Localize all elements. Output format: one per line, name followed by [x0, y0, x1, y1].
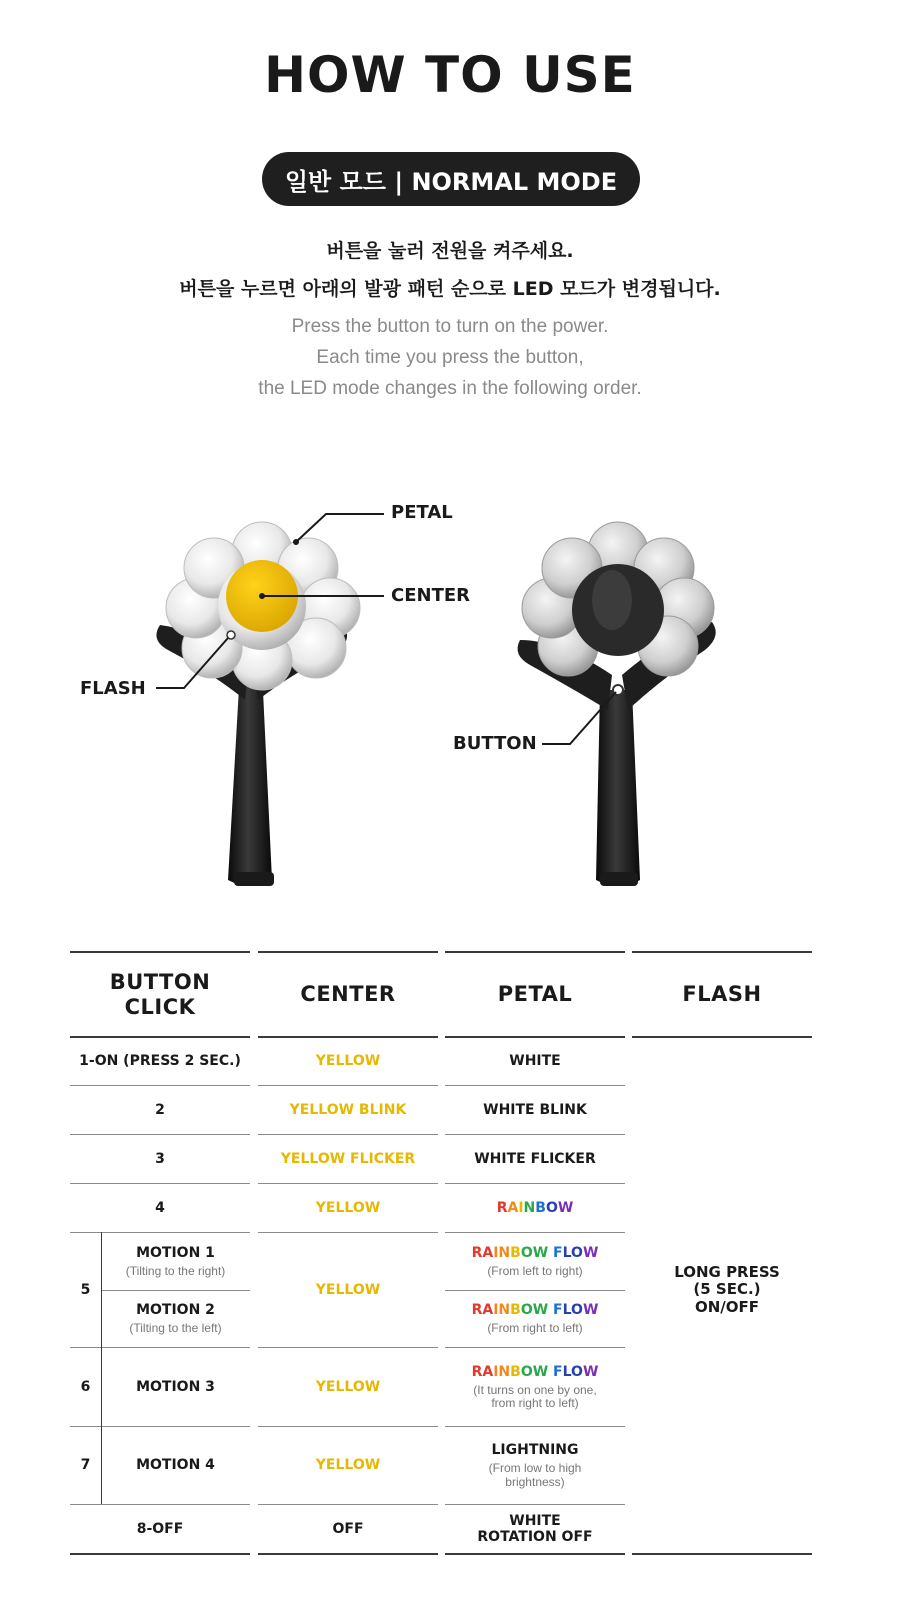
- instruction-ko-2: 버튼을 누르면 아래의 발광 패턴 순으로 LED 모드가 변경됩니다.: [179, 278, 721, 300]
- instruction-en-3: the LED mode changes in the following order.: [258, 378, 642, 399]
- header-button-click: BUTTON CLICK: [109, 970, 211, 1019]
- row8-center: OFF: [332, 1520, 364, 1537]
- motion1-sub: (Tilting to the right): [125, 1263, 226, 1278]
- instruction-en-2: Each time you press the button,: [316, 347, 584, 368]
- page-title: HOW TO USE: [264, 46, 636, 104]
- row5a-petal: [445, 1233, 625, 1290]
- row8-click: 8-OFF: [136, 1520, 184, 1537]
- rainbow-flow-text: RAINBOW FLOW: [471, 1302, 599, 1319]
- rainbow-flow-text: RAINBOW FLOW: [471, 1244, 599, 1261]
- callout-petal: PETAL: [391, 502, 453, 523]
- row4-petal: [445, 1184, 625, 1232]
- header-flash: FLASH: [682, 982, 762, 1007]
- row5b-petal-sub: (From right to left): [487, 1321, 583, 1336]
- motion2-sub: (Tilting to the left): [129, 1321, 222, 1336]
- row7-center: YELLOW: [315, 1457, 381, 1474]
- callout-flash: FLASH: [80, 678, 146, 699]
- row7-click: MOTION 4: [136, 1457, 215, 1474]
- flash-light: [227, 631, 235, 639]
- row2-center: YELLOW BLINK: [289, 1101, 407, 1118]
- row6-petal: [445, 1348, 625, 1426]
- row3-click: 3: [155, 1150, 165, 1167]
- row8-petal: WHITE ROTATION OFF: [477, 1512, 593, 1545]
- row1-center: YELLOW: [315, 1052, 381, 1069]
- row5-number: 5: [80, 1281, 91, 1298]
- row6-petal-sub: (It turns on one by one, from right to left): [473, 1382, 597, 1411]
- flash-cell: LONG PRESS (5 SEC.) ON/OFF: [674, 1263, 780, 1316]
- row4-center: YELLOW: [315, 1199, 381, 1216]
- rainbow-flow-text: RAINBOW FLOW: [471, 1363, 599, 1380]
- rainbow-text: RAINBOW: [496, 1199, 574, 1216]
- instruction-ko-1: 버튼을 눌러 전원을 켜주세요.: [326, 240, 574, 262]
- back-lightstick: [518, 522, 716, 886]
- mode-badge: 일반 모드 | NORMAL MODE: [262, 152, 640, 206]
- lightstick-diagram: [0, 500, 900, 920]
- row3-center: YELLOW FLICKER: [280, 1150, 416, 1167]
- row5b-click: [101, 1291, 250, 1347]
- row7-petal-sub: (From low to high brightness): [488, 1461, 582, 1489]
- motion1-label: MOTION 1: [136, 1244, 215, 1261]
- row3-petal: WHITE FLICKER: [474, 1150, 596, 1167]
- lightning-label: LIGHTNING: [491, 1442, 579, 1459]
- row6-click: MOTION 3: [136, 1378, 215, 1395]
- header-center: CENTER: [300, 982, 396, 1007]
- row1-click: 1-ON (PRESS 2 SEC.): [79, 1052, 241, 1069]
- motion2-label: MOTION 2: [136, 1302, 215, 1319]
- row2-click: 2: [155, 1101, 165, 1118]
- row4-click: 4: [155, 1199, 165, 1216]
- row5b-petal: [445, 1291, 625, 1347]
- row5a-click: [101, 1233, 250, 1290]
- row7-number: 7: [80, 1457, 91, 1474]
- row7-petal: [445, 1427, 625, 1504]
- lightstick-illustration: [0, 500, 900, 920]
- row5a-petal-sub: (From left to right): [487, 1263, 583, 1278]
- callout-center: CENTER: [391, 585, 471, 606]
- instruction-en-1: Press the button to turn on the power.: [291, 316, 609, 337]
- callout-button: BUTTON: [453, 733, 537, 754]
- row5-center: YELLOW: [315, 1281, 381, 1298]
- front-lightstick: [156, 522, 360, 886]
- row6-center: YELLOW: [315, 1378, 381, 1395]
- row6-number: 6: [80, 1378, 91, 1395]
- header-petal: PETAL: [497, 982, 573, 1007]
- row1-petal: WHITE: [509, 1052, 561, 1069]
- row2-petal: WHITE BLINK: [483, 1101, 587, 1118]
